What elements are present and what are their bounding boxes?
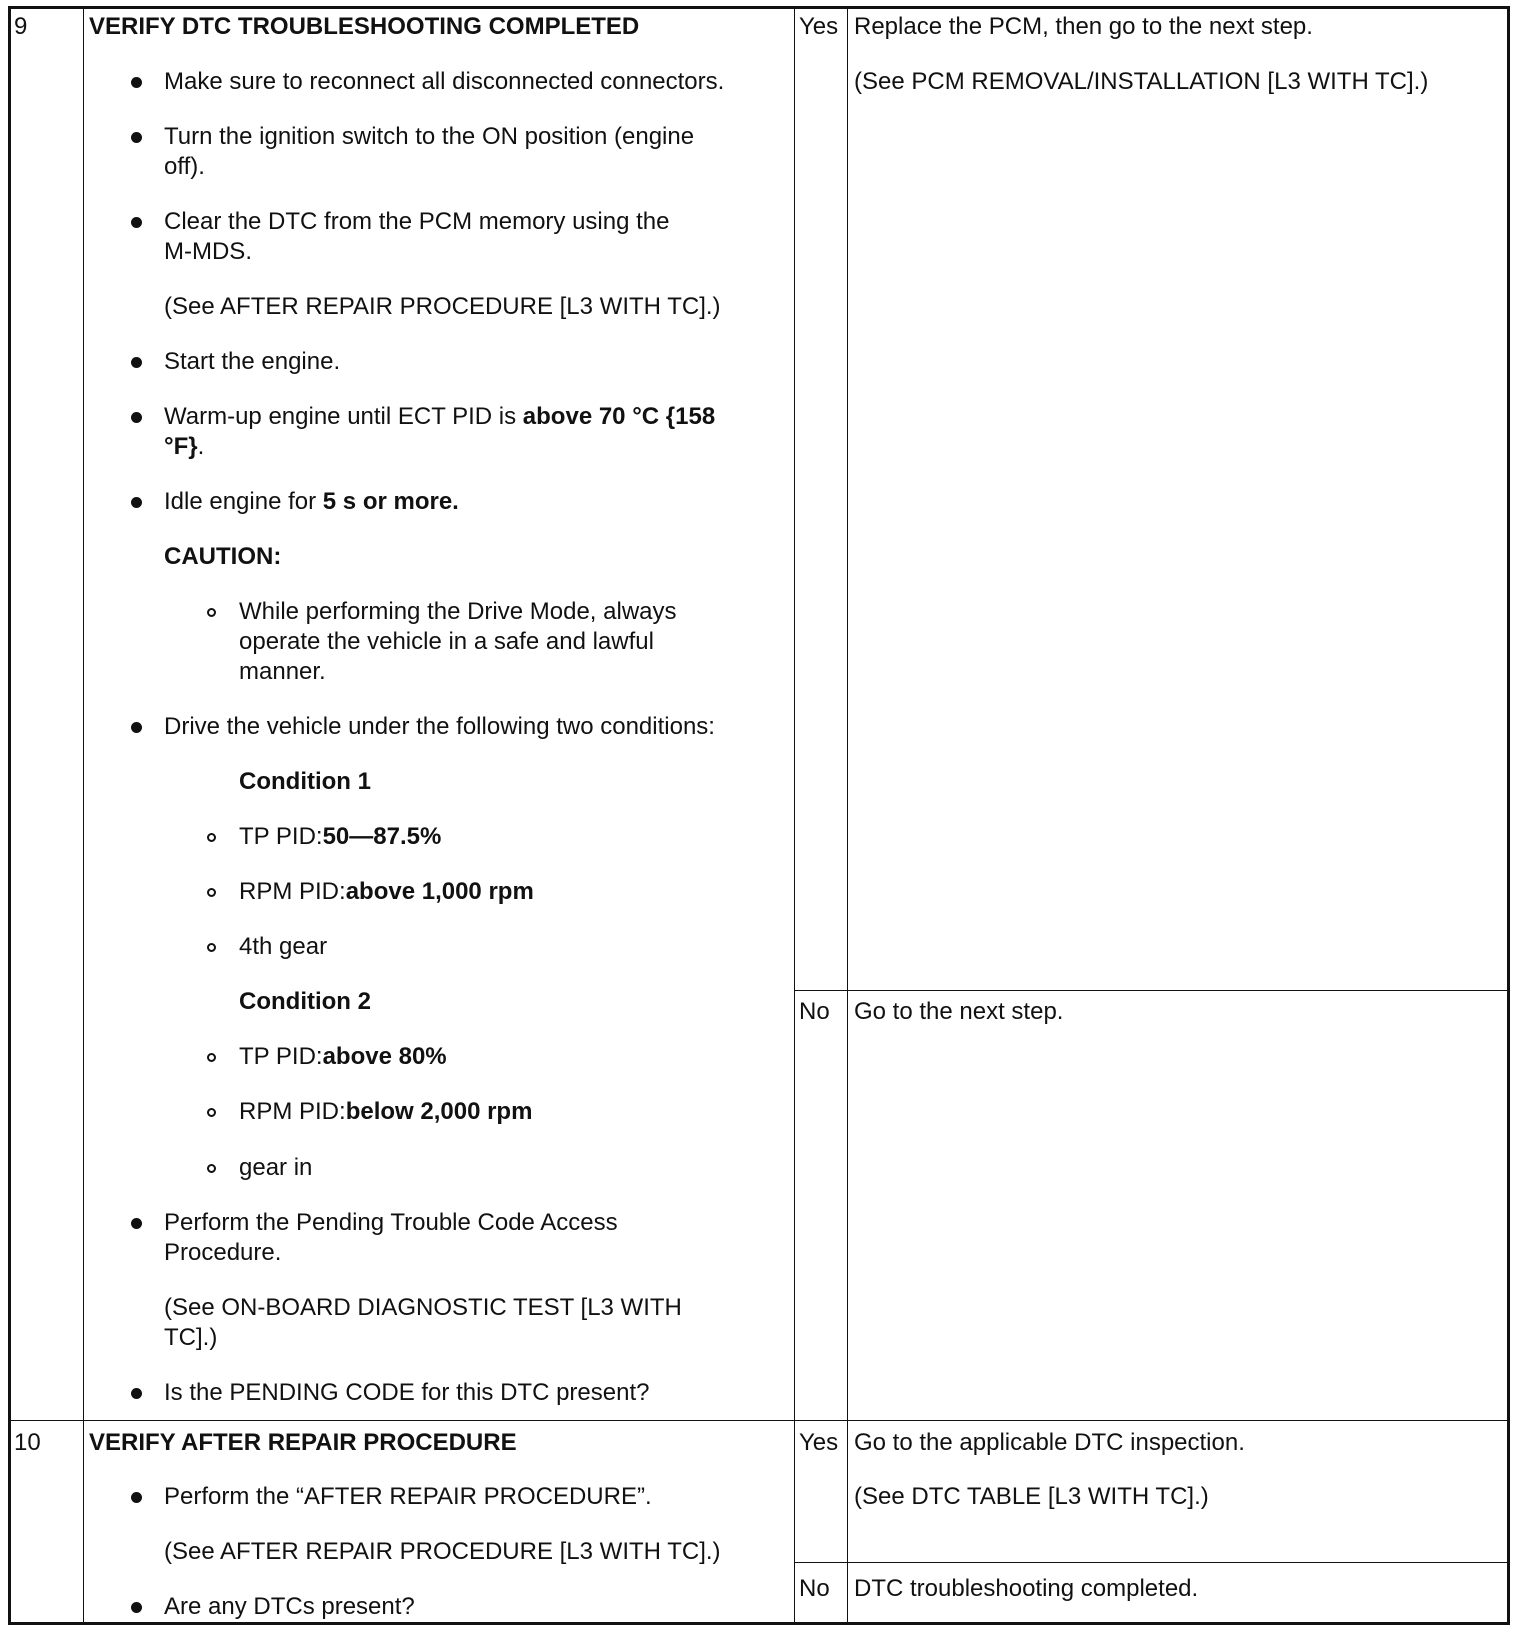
sub-bullet-icon [207,833,216,842]
condition-label: Condition 2 [239,988,371,1015]
action-text: off). [164,153,205,180]
caution-text: manner. [239,658,326,685]
row10-yes-no-divider [794,1562,1507,1563]
question-text: Are any DTCs present? [164,1593,415,1620]
step-title: VERIFY DTC TROUBLESHOOTING COMPLETED [89,13,640,40]
condition-item: RPM PID:below 2,000 rpm [239,1098,533,1125]
bullet-icon [131,1218,142,1229]
action-text: Make sure to reconnect all disconnected connectors. [164,68,725,95]
action-text: Perform the “AFTER REPAIR PROCEDURE”. [164,1483,652,1510]
col-divider-step [83,9,84,1622]
sub-bullet-icon [207,1108,216,1117]
bullet-icon [131,1602,142,1613]
no-result: Go to the next step. [854,998,1064,1025]
condition-item: 4th gear [239,933,328,960]
action-text: Warm-up engine until ECT PID is above 70 °C {158 [164,403,716,430]
yes-reference: (See PCM REMOVAL/INSTALLATION [L3 WITH TC].) [854,68,1429,95]
sub-bullet-icon [207,1164,216,1173]
step-title: VERIFY AFTER REPAIR PROCEDURE [89,1429,517,1456]
sub-bullet-icon [207,1053,216,1062]
yes-label: Yes [799,1429,839,1456]
action-text: °F}. [164,433,205,460]
action-text: Drive the vehicle under the following two conditions: [164,713,715,740]
condition-item: gear in [239,1154,313,1181]
action-text: Perform the Pending Trouble Code Access [164,1209,618,1236]
col-divider-action [794,9,795,1622]
yes-reference: (See DTC TABLE [L3 WITH TC].) [854,1483,1209,1510]
action-text: Idle engine for 5 s or more. [164,488,459,515]
sub-bullet-icon [207,608,216,617]
no-result: DTC troubleshooting completed. [854,1575,1199,1602]
bullet-icon [131,217,142,228]
sub-bullet-icon [207,943,216,952]
bullet-icon [131,722,142,733]
yes-label: Yes [799,13,839,40]
action-text: Procedure. [164,1239,282,1266]
action-text: M-MDS. [164,238,252,265]
col-divider-answer [847,9,848,1622]
bullet-icon [131,132,142,143]
condition-label: Condition 1 [239,768,371,795]
reference-text: TC].) [164,1324,218,1351]
no-label: No [799,998,830,1025]
reference-text: (See AFTER REPAIR PROCEDURE [L3 WITH TC].) [164,293,721,320]
reference-text: (See AFTER REPAIR PROCEDURE [L3 WITH TC].) [164,1538,721,1565]
caution-text: While performing the Drive Mode, always [239,598,677,625]
bullet-icon [131,412,142,423]
row-divider-9-10 [11,1420,1507,1421]
bullet-icon [131,1388,142,1399]
caution-label: CAUTION: [164,543,282,570]
no-label: No [799,1575,830,1602]
bullet-icon [131,1492,142,1503]
bullet-icon [131,77,142,88]
yes-result: Replace the PCM, then go to the next step. [854,13,1313,40]
action-text: Clear the DTC from the PCM memory using the [164,208,670,235]
step-number: 9 [14,13,28,40]
condition-item: TP PID:50—87.5% [239,823,442,850]
sub-bullet-icon [207,888,216,897]
condition-item: RPM PID:above 1,000 rpm [239,878,534,905]
caution-text: operate the vehicle in a safe and lawful [239,628,654,655]
action-text: Turn the ignition switch to the ON position (engine [164,123,695,150]
bullet-icon [131,357,142,368]
condition-item: TP PID:above 80% [239,1043,447,1070]
reference-text: (See ON-BOARD DIAGNOSTIC TEST [L3 WITH [164,1294,682,1321]
bullet-icon [131,497,142,508]
action-text: Start the engine. [164,348,341,375]
row9-yes-no-divider [794,990,1507,991]
step-number: 10 [14,1429,41,1456]
question-text: Is the PENDING CODE for this DTC present? [164,1379,650,1406]
yes-result: Go to the applicable DTC inspection. [854,1429,1245,1456]
